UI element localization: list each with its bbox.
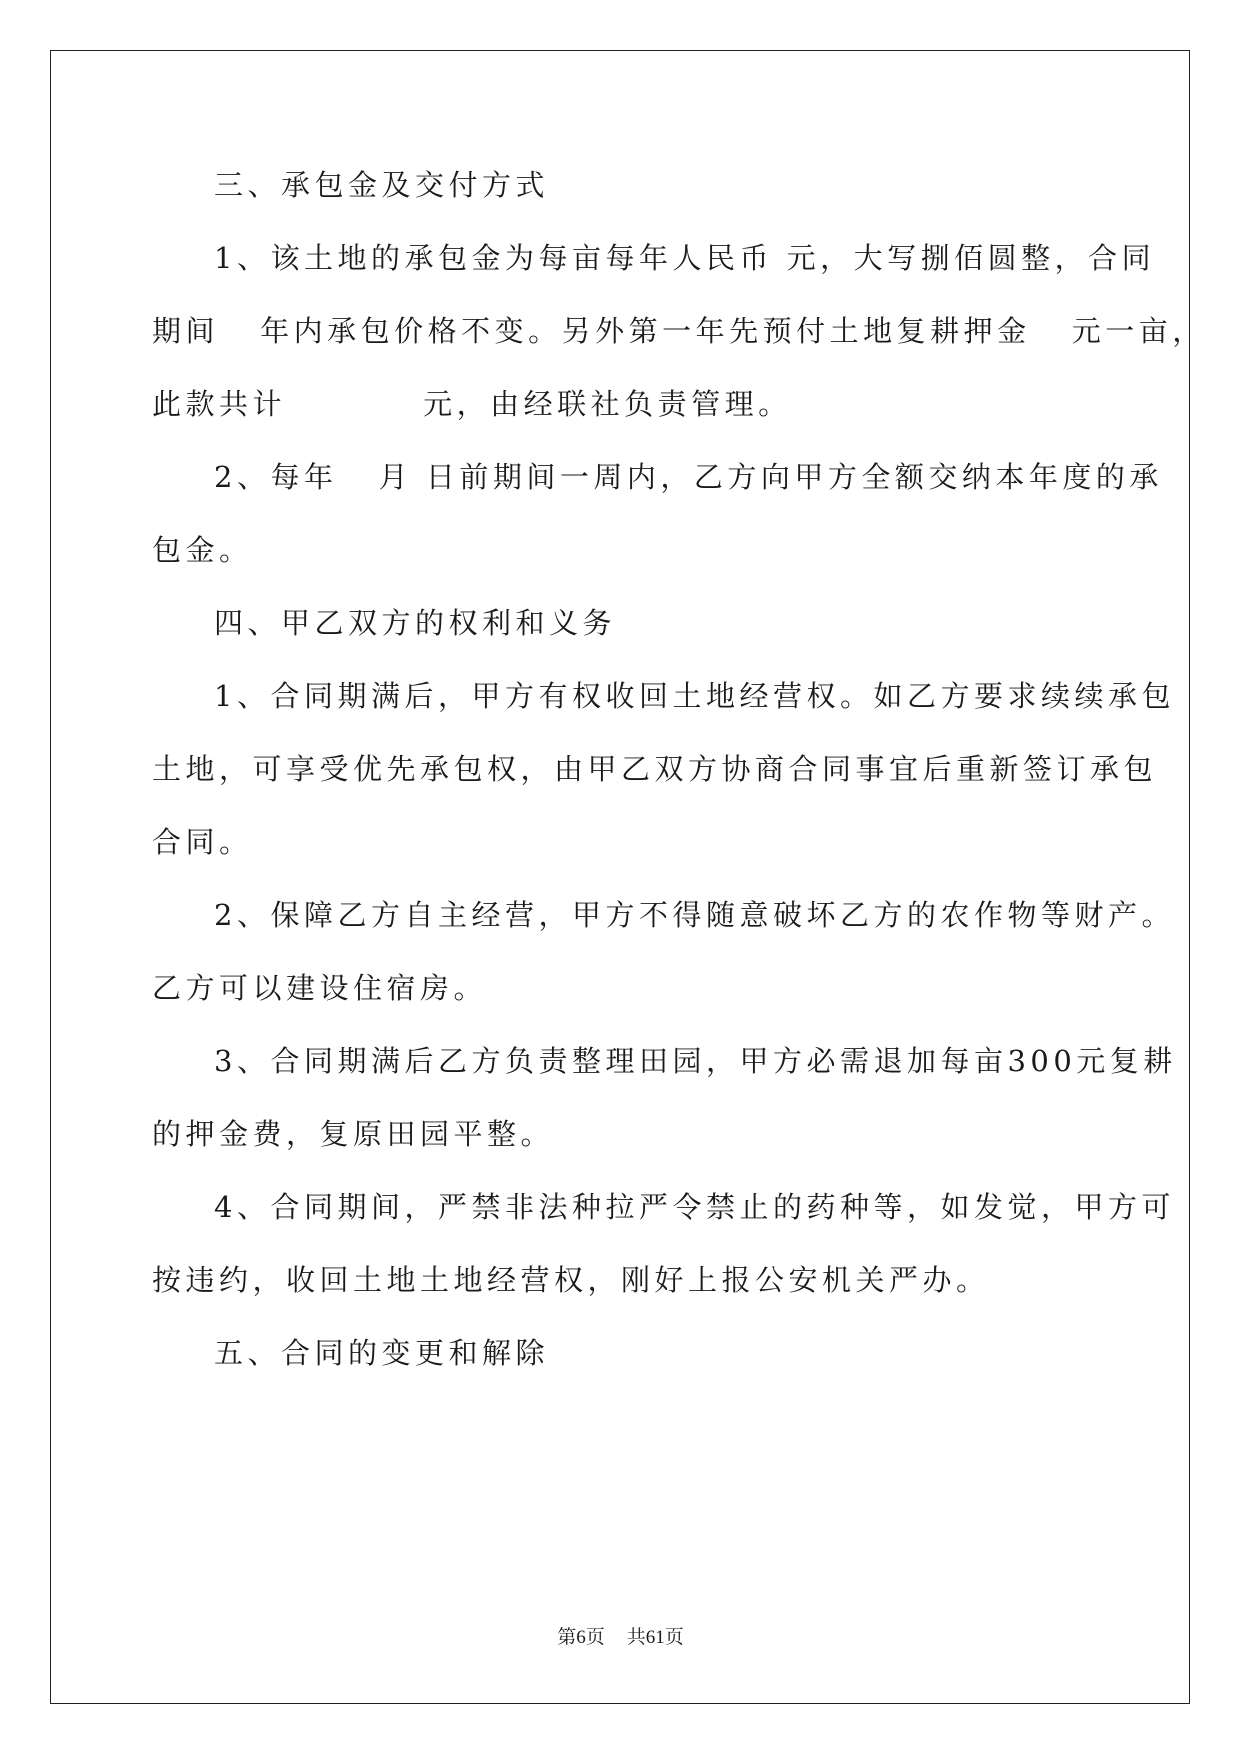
paragraph-4-4-line-1: 4、合同期间，严禁非法种拉严令禁止的药种等，如发觉，甲方可 <box>214 1190 1175 1224</box>
paragraph-3-1-line-1: 1、该土地的承包金为每亩每年人民币 元，大写捌佰圆整，合同 <box>214 241 1156 275</box>
total-pages: 共61页 <box>626 1627 684 1648</box>
paragraph-3-1-line-2: 期间 年内承包价格不变。另外第一年先预付土地复耕押金 元一亩， <box>152 314 1206 348</box>
paragraph-4-2-line-2: 乙方可以建设住宿房。 <box>152 971 488 1005</box>
page-footer <box>0 1622 1241 1649</box>
paragraph-4-1-line-3: 合同。 <box>152 825 253 859</box>
section-heading-3: 三、承包金及交付方式 <box>214 168 550 202</box>
paragraph-3-2-line-2: 包金。 <box>152 533 253 567</box>
paragraph-4-1-line-1: 1、合同期满后，甲方有权收回土地经营权。如乙方要求续续承包 <box>214 679 1175 713</box>
page-number: 第6页 <box>557 1627 605 1648</box>
paragraph-4-3-line-2: 的押金费，复原田园平整。 <box>152 1117 555 1151</box>
section-heading-4: 四、甲乙双方的权利和义务 <box>214 606 617 640</box>
paragraph-4-2-line-1: 2、保障乙方自主经营，甲方不得随意破坏乙方的农作物等财产。 <box>214 898 1175 932</box>
paragraph-4-3-line-1: 3、合同期满后乙方负责整理田园，甲方必需退加每亩300元复耕 <box>214 1044 1177 1078</box>
paragraph-3-2-line-1: 2、每年 月 日前期间一周内，乙方向甲方全额交纳本年度的承 <box>214 460 1163 494</box>
paragraph-4-4-line-2: 按违约，收回土地土地经营权，刚好上报公安机关严办。 <box>152 1263 990 1297</box>
page-border <box>50 50 1190 1704</box>
paragraph-3-1-line-3: 此款共计 元，由经联社负责管理。 <box>152 387 792 421</box>
section-heading-5: 五、合同的变更和解除 <box>214 1336 550 1370</box>
paragraph-4-1-line-2: 土地，可享受优先承包权，由甲乙双方协商合同事宜后重新签订承包 <box>152 752 1158 786</box>
